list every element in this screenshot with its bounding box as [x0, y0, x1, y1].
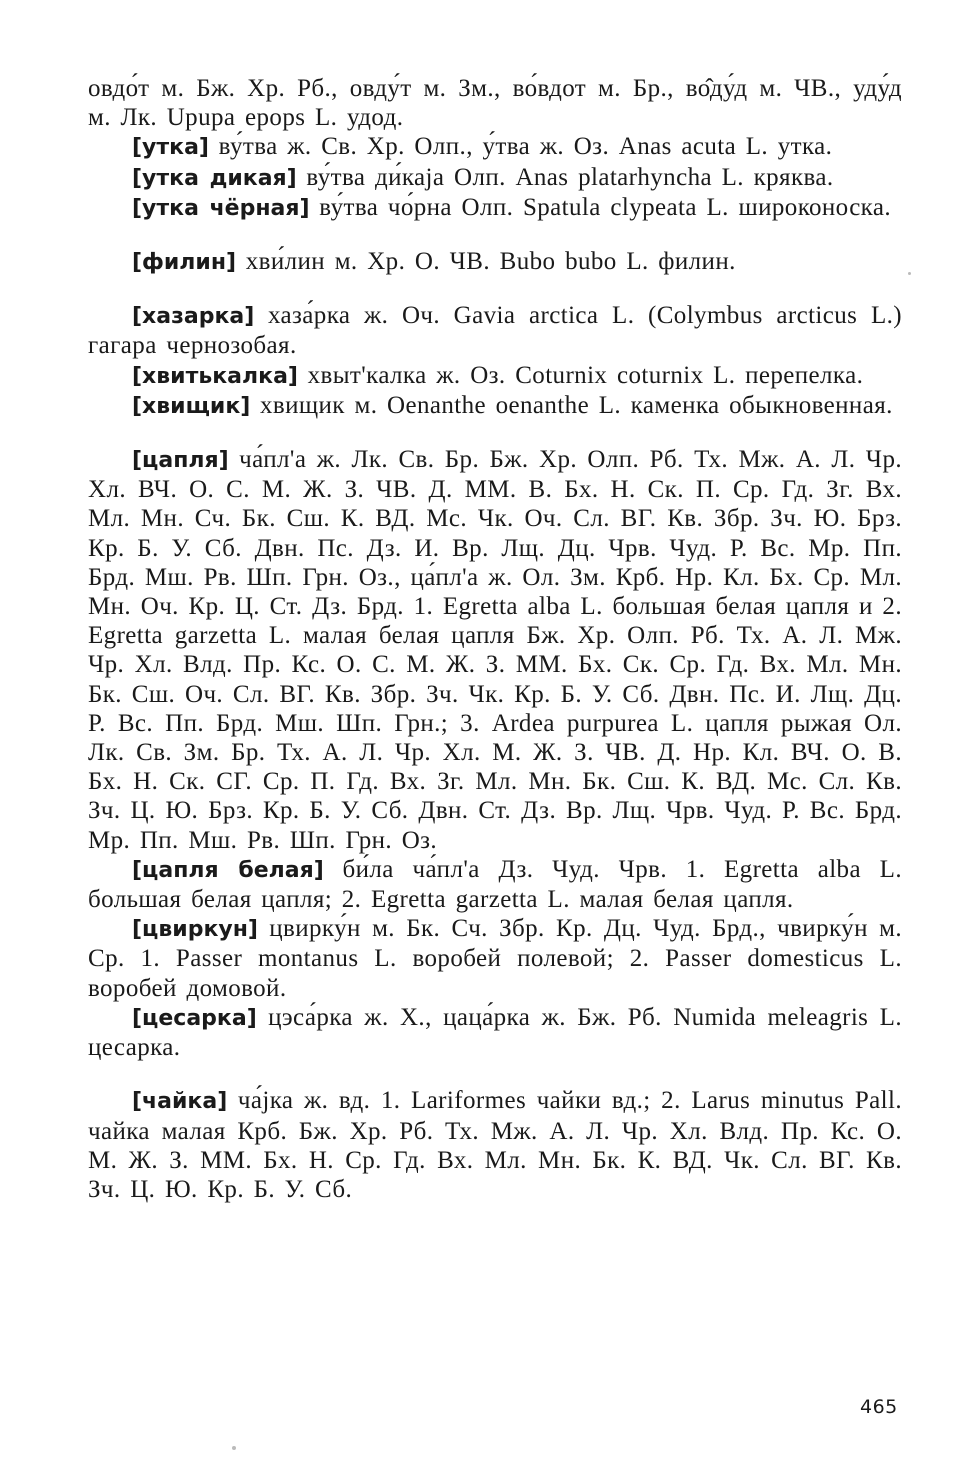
- entry-khvishchik: [88, 391, 902, 421]
- entry-headword: [хвищик]: [132, 393, 251, 419]
- entry-group-ch: [88, 1086, 902, 1204]
- entry-group-u: [88, 74, 902, 223]
- entry-text: ча́јка ж. вд. 1. Lariformes чайки вд.; 2. Larus minutus Pall. чайка малая Крб. Бж. Хр. Рб. Тх. Мж. А. Л. Чр. Хл. Влд. Пр. Кс. О. М. Ж. З. ММ. Бх. Н. Ср. Гд. Вх. Мл. Мн. Бк. К. ВД. Чк. Сл. ВГ. Кв. Зч. Ц. Ю. Кр. Б. У. Сб.: [88, 1087, 902, 1203]
- entry-ovdot: [88, 74, 902, 132]
- entry-headword: [цвиркун]: [132, 917, 258, 943]
- entry-text: хаза́рка ж. Оч. Gavia arctica L. (Colymbus arcticus L.) гагара чернозобая.: [88, 302, 902, 360]
- entry-text: цэса́рка ж. Х., цаца́рка ж. Бж. Рб. Numida meleagris L. цесарка.: [88, 1003, 902, 1062]
- entry-headword: [цесарка]: [132, 1005, 257, 1031]
- entry-text: хвыт'калка ж. Оз. Coturnix coturnix L. перепелка.: [297, 361, 864, 389]
- entry-tsaplya-belaya: [88, 855, 902, 914]
- entry-utka-chernaya: [88, 193, 902, 223]
- entry-chayka: [88, 1086, 902, 1204]
- entry-utka: [88, 132, 902, 162]
- entry-khvitkalka: [88, 361, 902, 391]
- entry-text: цвирку́н м. Бк. Сч. Збр. Кр. Дц. Чуд. Брд., чвирку́н м. Ср. 1. Passer montanus L. воробей полевой; 2. Passer domesticus L. воробей домовой.: [88, 915, 902, 1002]
- entry-tsesarka: [88, 1003, 902, 1062]
- entry-headword: [хазарка]: [132, 304, 255, 330]
- entry-headword: [цапля]: [132, 448, 229, 474]
- entry-group-f: [88, 247, 902, 277]
- entry-headword: [филин]: [132, 250, 237, 276]
- entry-khazarka: [88, 301, 902, 360]
- entry-text: хви́лин м. Хр. О. ЧВ. Bubo bubo L. филин.: [236, 248, 736, 276]
- entry-headword: [чайка]: [132, 1089, 228, 1115]
- entry-tsaplya: [88, 445, 902, 855]
- entry-text: ву́тва ди́каја Олп. Anas platarhyncha L. кряква.: [296, 163, 834, 191]
- entry-text: овдо́т м. Бж. Хр. Рб., овду́т м. Зм., во́вдот м. Бр., во̂ду́д м. ЧВ., уду́д м. Лк. Upupa epops L. удод.: [88, 75, 902, 132]
- entry-text: би́ла ча́пл'а Дз. Чуд. Чрв. 1. Egretta alba L. большая белая цапля; 2. Egretta garzetta L. малая белая цапля.: [88, 855, 902, 914]
- entry-text: ву́тва чо́рна Олп. Spatula clypeata L. широконоска.: [309, 193, 891, 221]
- entry-filin: [88, 247, 902, 277]
- entry-headword: [цапля белая]: [132, 857, 324, 883]
- entry-text: ча́пл'а ж. Лк. Св. Бр. Бж. Хр. Олп. Рб. Тх. Мж. А. Л. Чр. Хл. ВЧ. О. С. М. Ж. З. ЧВ. Д. ММ. В. Бх. Н. Ск. П. Ср. Гд. Зг. Вх. Мл. Мн. Сч. Бк. Сш. К. ВД. Мс. Чк. Оч. Сл. ВГ. Кв. Збр. Зч. Ю. Брз. Кр. Б. У. Сб. Двн. Пс. Дз. И. Вр. Лщ. Дц. Чрв. Чуд. Р. Вс. Мр. Пп. Брд. Мш. Рв. Шп. Грн. Оз., ца́пл'а ж. Ол. Зм. Крб. Нр. Кл. Бх. Ср. Мл. Мн. Оч. Кр. Ц. Ст. Дз. Брд. 1. Egretta alba L. большая белая цапля и 2. Egretta garzetta L. малая белая цапля Бж. Хр. Олп. Рб. Тх. А. Л. Мж. Чр. Хл. Влд. Пр. Кс. О. С. М. Ж. З. ММ. Бх. Ск. Ср. Гд. Вх. Мл. Мн. Бк. Сш. Оч. Сл. ВГ. Кв. Збр. Зч. Чк. Кр. Б. У. Сб. Двн. Пс. И. Лщ. Дц. Р. Вс. Пп. Брд. Мш. Шп. Грн.; 3. Ardea purpurea L. цапля рыжая Ол. Лк. Св. Зм. Бр. Тх. А. Л. Чр. Хл. М. Ж. З. ЧВ. Д. Нр. Кл. ВЧ. О. В. Бх. Н. Ск. СГ. Ср. П. Гд. Вх. Зг. Мл. Мн. Бк. Сш. К. ВД. Мс. Сл. Кв. Зч. Ц. Ю. Брз. Кр. Б. У. Сб. Двн. Ст. Дз. Вр. Лщ. Чрв. Чуд. Р. Вс. Брд. Мр. Пп. Мш. Рв. Шп. Грн. Оз.: [88, 446, 902, 854]
- scan-speck: [908, 272, 911, 275]
- page-number: 465: [860, 1396, 898, 1418]
- entry-text: ву́тва ж. Св. Хр. Олп., у́тва ж. Оз. Anas acuta L. утка.: [208, 133, 833, 161]
- entry-group-kh: [88, 301, 902, 421]
- entry-headword: [утка]: [132, 135, 209, 161]
- entry-text: хвищик м. Oenanthe oenanthe L. каменка обыкновенная.: [250, 391, 893, 419]
- entry-utka-dikaya: [88, 163, 902, 193]
- entry-group-ts: [88, 445, 902, 1062]
- entry-headword: [хвитькалка]: [132, 363, 298, 389]
- dictionary-page: [88, 74, 902, 1384]
- entry-headword: [утка чёрная]: [132, 195, 310, 221]
- entry-headword: [утка дикая]: [132, 165, 297, 191]
- scan-speck: [232, 1446, 236, 1450]
- entry-tsvirkun: [88, 914, 902, 1003]
